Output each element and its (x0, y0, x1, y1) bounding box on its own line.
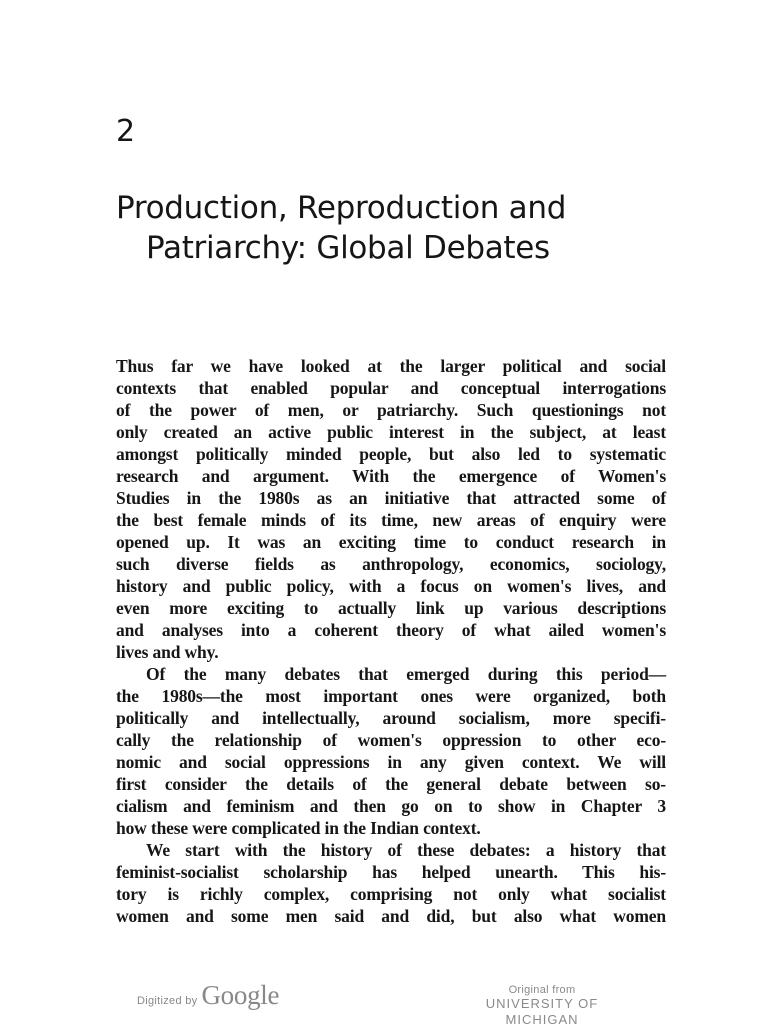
text-line: Of the many debates that emerged during this period— (146, 664, 666, 684)
text-line: women and some men said and did, but also what women (116, 906, 666, 926)
text-line: We start with the history of these debates: a history that (146, 840, 666, 860)
chapter-title-line: Patriarchy: Global Debates (146, 230, 550, 266)
text-line: the 1980s—the most important ones were organized, both (116, 686, 666, 706)
text-line: Studies in the 1980s as an initiative that attracted some of (116, 488, 666, 508)
text-line: amongst politically minded people, but also led to systematic (116, 444, 666, 464)
original-from-label: Original from (508, 984, 576, 996)
body-text (116, 355, 666, 927)
text-line: politically and intellectually, around socialism, more specifi- (116, 708, 666, 728)
text-line: tory is richly complex, comprising not only what socialist (116, 884, 666, 904)
chapter-number: 2 (116, 114, 136, 149)
text-line: feminist-socialist scholarship has helped unearth. This his- (116, 862, 666, 882)
text-line: contexts that enabled popular and conceptual interrogations (116, 378, 666, 398)
digitized-by-google-watermark (137, 980, 279, 1011)
text-line: such diverse fields as anthropology, economics, sociology, (116, 554, 666, 574)
text-line: cialism and feminism and then go on to show in Chapter 3 (116, 796, 666, 816)
original-source-watermark (447, 984, 637, 1028)
chapter-title (116, 188, 676, 268)
google-logo: Google (201, 980, 280, 1010)
text-line: of the power of men, or patriarchy. Such questionings not (116, 400, 666, 420)
text-line: the best female minds of its time, new areas of enquiry were (116, 510, 666, 530)
text-line: and analyses into a coherent theory of what ailed women's (116, 620, 666, 640)
text-line: Thus far we have looked at the larger political and social (116, 356, 666, 376)
text-line: first consider the details of the general debate between so- (116, 774, 666, 794)
text-line: nomic and social oppressions in any given context. We will (116, 752, 666, 772)
text-line: only created an active public interest in the subject, at least (116, 422, 666, 442)
text-line: lives and why. (116, 642, 219, 662)
text-line: history and public policy, with a focus on women's lives, and (116, 576, 666, 596)
text-line: opened up. It was an exciting time to conduct research in (116, 532, 666, 552)
university-label: UNIVERSITY OF MICHIGAN (485, 996, 599, 1027)
digitized-by-label: Digitized by (137, 995, 198, 1007)
chapter-title-line: Production, Reproduction and (116, 190, 567, 226)
text-line: research and argument. With the emergence of Women's (116, 466, 666, 486)
text-line: how these were complicated in the Indian context. (116, 818, 481, 838)
text-line: cally the relationship of women's oppression to other eco- (116, 730, 666, 750)
text-line: even more exciting to actually link up various descriptions (116, 598, 666, 618)
